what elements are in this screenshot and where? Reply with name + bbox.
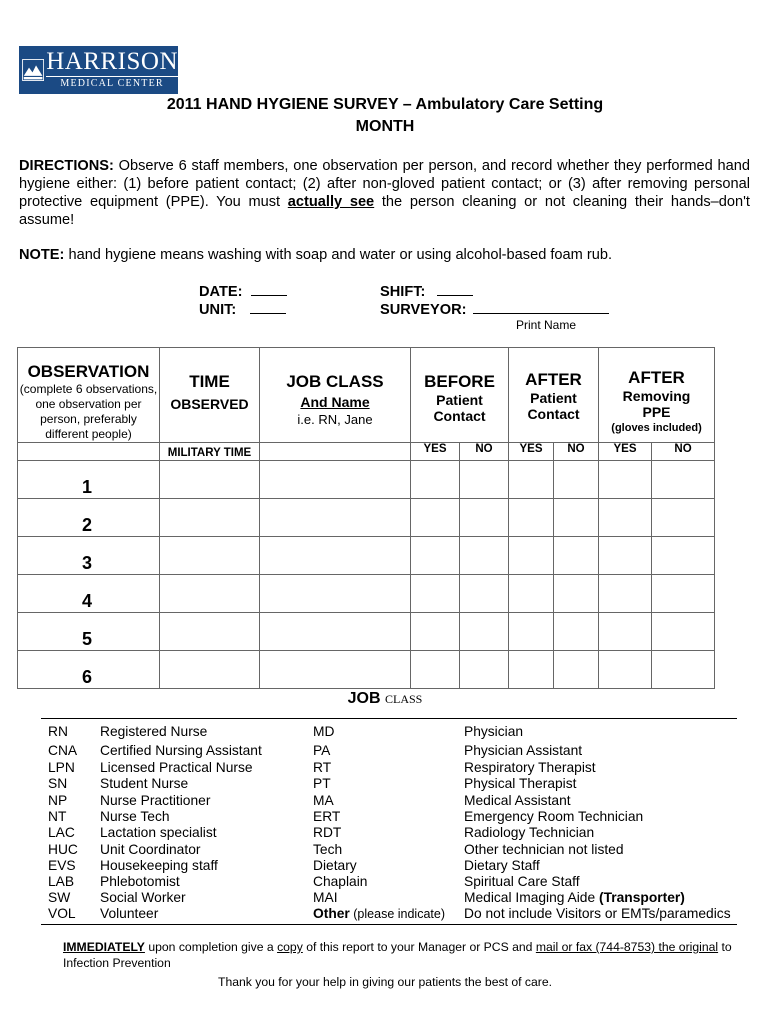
after-ppe-yes-cell[interactable] — [599, 613, 652, 651]
after-ppe-line2: Removing — [622, 388, 691, 404]
time-title: TIME — [189, 372, 230, 391]
job-code: Chaplain — [313, 874, 368, 889]
after-patient-yes-cell[interactable] — [509, 499, 554, 537]
job-name: Nurse Practitioner — [100, 793, 211, 808]
observation-table — [17, 347, 715, 689]
list-item — [100, 874, 180, 890]
job-code: Other — [313, 906, 350, 921]
list-item — [313, 809, 340, 825]
job-code: NP — [48, 793, 68, 808]
before-yes-cell[interactable] — [411, 613, 460, 651]
job-subheader-blank — [260, 443, 411, 461]
list-item — [464, 793, 571, 809]
before-no-cell[interactable] — [460, 461, 509, 499]
job-name: Housekeeping staff — [100, 858, 218, 873]
table-row — [18, 651, 715, 689]
job-code: LAB — [48, 874, 75, 889]
footer-thanks: Thank you for your help in giving our patients the best of care. — [218, 975, 552, 989]
job-code-extra: (please indicate) — [349, 907, 445, 921]
table-row — [18, 613, 715, 651]
list-item — [313, 842, 342, 858]
list-item — [464, 842, 624, 858]
job-name: Registered Nurse — [100, 724, 208, 739]
after-patient-yes-cell[interactable] — [509, 461, 554, 499]
list-item — [313, 858, 357, 874]
after-ppe-yes-label: YES — [599, 443, 652, 461]
job-code: SW — [48, 890, 71, 905]
after-ppe-line3: PPE — [642, 404, 671, 420]
after-ppe-no-cell[interactable] — [652, 461, 715, 499]
page-subtitle-month: MONTH — [355, 118, 415, 135]
unit-blank[interactable] — [250, 301, 286, 314]
after-ppe-no-cell[interactable] — [652, 537, 715, 575]
job-class-note: i.e. RN, Jane — [297, 412, 373, 427]
job-name: Medical Assistant — [464, 793, 571, 808]
row-number: 2 — [18, 499, 160, 537]
mountain-logo-icon — [22, 50, 44, 90]
military-time-label: MILITARY TIME — [160, 443, 260, 461]
list-item — [313, 743, 330, 759]
job-code: RDT — [313, 825, 342, 840]
time-cell[interactable] — [160, 651, 260, 689]
list-item — [48, 743, 77, 759]
job-class-bottom-divider — [41, 924, 737, 925]
list-item — [100, 760, 253, 776]
before-line2: Patient — [436, 392, 483, 408]
observation-title: OBSERVATION — [27, 362, 150, 381]
after-ppe-no-label: NO — [652, 443, 715, 461]
page-title: 2011 HAND HYGIENE SURVEY – Ambulatory Care Setting — [166, 96, 604, 113]
job-class-sub: And Name — [300, 394, 370, 410]
logo-subtitle: MEDICAL CENTER — [46, 76, 178, 89]
footer-copy: copy — [277, 940, 303, 954]
job-code: HUC — [48, 842, 78, 857]
list-item — [464, 760, 596, 776]
surveyor-blank[interactable] — [473, 301, 609, 314]
job-code: Dietary — [313, 858, 357, 873]
list-item — [100, 743, 262, 759]
after-ppe-no-cell[interactable] — [652, 499, 715, 537]
job-code: ERT — [313, 809, 341, 824]
job-name-extra: (Transporter) — [595, 890, 685, 905]
time-header — [160, 348, 260, 443]
before-no-cell[interactable] — [460, 575, 509, 613]
note-label: NOTE: — [19, 247, 65, 263]
list-item — [464, 890, 685, 906]
job-name: Respiratory Therapist — [464, 760, 596, 775]
table-row — [18, 537, 715, 575]
logo-name: HARRISON — [46, 48, 178, 75]
after-patient-no-cell[interactable] — [554, 651, 599, 689]
job-name: Physical Therapist — [464, 776, 577, 791]
row-number: 6 — [18, 651, 160, 689]
list-item — [313, 724, 334, 740]
footer-mail: mail or fax (744-8753) the original — [535, 940, 719, 954]
list-item — [48, 858, 76, 874]
list-item — [464, 825, 594, 841]
job-name: Emergency Room Technician — [464, 809, 644, 824]
job-name: Medical Imaging Aide — [464, 890, 596, 905]
job-name: Nurse Tech — [100, 809, 170, 824]
shift-field[interactable] — [380, 283, 473, 300]
after-ppe-yes-cell[interactable] — [599, 461, 652, 499]
job-code: MD — [313, 724, 335, 739]
job-name: Physician — [464, 724, 524, 739]
job-name: Volunteer — [100, 906, 159, 921]
after-patient-no-cell[interactable] — [554, 461, 599, 499]
after-patient-no-cell[interactable] — [554, 499, 599, 537]
after-patient-yes-cell[interactable] — [509, 575, 554, 613]
before-yes-cell[interactable] — [411, 575, 460, 613]
after-patient-header — [509, 348, 599, 443]
unit-field[interactable] — [199, 301, 286, 318]
after-ppe-no-cell[interactable] — [652, 575, 715, 613]
job-name: Physician Assistant — [464, 743, 583, 758]
list-item — [100, 776, 188, 792]
table-row — [18, 461, 715, 499]
after-ppe-no-cell[interactable] — [652, 613, 715, 651]
before-yes-cell[interactable] — [411, 499, 460, 537]
job-name: Spiritual Care Staff — [464, 874, 580, 889]
after-patient-no-cell[interactable] — [554, 537, 599, 575]
print-name-caption: Print Name — [516, 318, 577, 332]
job-name: Radiology Technician — [464, 825, 595, 840]
job-name: Dietary Staff — [464, 858, 540, 873]
row-number: 4 — [18, 575, 160, 613]
after-patient-line3: Contact — [527, 406, 580, 422]
list-item — [100, 858, 218, 874]
job-class-header — [260, 348, 411, 443]
job-code: NT — [48, 809, 67, 824]
note-paragraph — [19, 247, 750, 263]
table-row — [18, 499, 715, 537]
after-ppe-yes-cell[interactable] — [599, 651, 652, 689]
after-ppe-yes-cell[interactable] — [599, 537, 652, 575]
list-item — [464, 724, 523, 740]
list-item — [100, 890, 186, 906]
time-cell[interactable] — [160, 613, 260, 651]
harrison-logo — [19, 46, 178, 94]
shift-label: SHIFT: — [380, 284, 426, 300]
job-code: LAC — [48, 825, 75, 840]
list-item — [100, 842, 200, 858]
time-cell[interactable] — [160, 575, 260, 613]
after-patient-yes-cell[interactable] — [509, 651, 554, 689]
job-class-heading-b: CLASS — [385, 692, 423, 706]
job-name: Licensed Practical Nurse — [100, 760, 253, 775]
job-code: LPN — [48, 760, 75, 775]
job-cell[interactable] — [260, 461, 411, 499]
directions-text-2: the person cleaning or not cleaning their hands–don't assume! — [19, 194, 750, 228]
after-patient-no-cell[interactable] — [554, 613, 599, 651]
after-patient-yes-label: YES — [509, 443, 554, 461]
job-code: EVS — [48, 858, 76, 873]
before-yes-cell[interactable] — [411, 651, 460, 689]
before-no-cell[interactable] — [460, 651, 509, 689]
observation-note: (complete 6 observations, one observation per person, preferably different people) — [19, 382, 158, 441]
job-class-heading — [0, 690, 770, 708]
directions-text-1: Observe 6 staff members, one observation per person, and record whether they performed hand hygiene either: (1) before patient contact; (2) after non-gloved patient contact; or (3) after removing personal protective equipment (PPE). You must — [19, 158, 750, 210]
list-item — [48, 776, 67, 792]
after-ppe-title: AFTER — [628, 368, 685, 387]
before-no-label: NO — [460, 443, 509, 461]
after-patient-no-label: NO — [554, 443, 599, 461]
job-code: MA — [313, 793, 334, 808]
job-class-title: JOB CLASS — [286, 372, 384, 391]
job-code: RT — [313, 760, 332, 775]
list-item — [464, 809, 643, 825]
time-sub: OBSERVED — [170, 396, 249, 412]
list-item — [464, 743, 582, 759]
list-item — [100, 825, 217, 841]
job-name: Unit Coordinator — [100, 842, 201, 857]
directions-emphasis: actually see — [287, 194, 375, 210]
job-code: SN — [48, 776, 68, 791]
after-ppe-yes-cell[interactable] — [599, 575, 652, 613]
job-code: PA — [313, 743, 331, 758]
row-number: 1 — [18, 461, 160, 499]
after-ppe-header — [599, 348, 715, 443]
list-item — [464, 906, 731, 922]
before-header — [411, 348, 509, 443]
list-item — [313, 906, 445, 922]
after-patient-line2: Patient — [530, 390, 577, 406]
footer-text-1: upon completion give a — [144, 940, 278, 954]
before-yes-cell[interactable] — [411, 537, 460, 575]
note-text: hand hygiene means washing with soap and water or using alcohol-based foam rub. — [64, 247, 613, 263]
list-item — [48, 825, 75, 841]
job-cell[interactable] — [260, 575, 411, 613]
date-blank[interactable] — [251, 283, 287, 296]
job-name: Other technician not listed — [464, 842, 624, 857]
before-no-cell[interactable] — [460, 537, 509, 575]
job-name: Do not include Visitors or EMTs/paramedics — [464, 906, 731, 921]
table-row — [18, 575, 715, 613]
list-item — [313, 760, 331, 776]
surveyor-field[interactable] — [380, 301, 609, 318]
unit-label: UNIT: — [199, 302, 237, 318]
observation-subheader-blank — [18, 443, 160, 461]
before-title: BEFORE — [424, 372, 495, 391]
before-no-cell[interactable] — [460, 499, 509, 537]
job-code: MAI — [313, 890, 338, 905]
job-code: PT — [313, 776, 331, 791]
list-item — [48, 874, 74, 890]
job-name: Social Worker — [100, 890, 186, 905]
list-item — [48, 842, 78, 858]
time-cell[interactable] — [160, 537, 260, 575]
list-item — [100, 793, 210, 809]
footer-text-3: to Infection Prevention — [63, 940, 732, 970]
list-item — [313, 776, 331, 792]
job-code: RN — [48, 724, 68, 739]
job-code: CNA — [48, 743, 78, 758]
list-item — [48, 724, 68, 740]
date-label: DATE: — [199, 284, 243, 300]
date-field[interactable] — [199, 283, 287, 300]
job-name: Student Nurse — [100, 776, 189, 791]
list-item — [100, 809, 170, 825]
after-ppe-yes-cell[interactable] — [599, 499, 652, 537]
job-name: Phlebotomist — [100, 874, 180, 889]
list-item — [48, 760, 75, 776]
directions-paragraph — [19, 157, 750, 229]
row-number: 5 — [18, 613, 160, 651]
directions-label: DIRECTIONS: — [19, 158, 114, 174]
list-item — [48, 890, 70, 906]
list-item — [313, 825, 341, 841]
row-number: 3 — [18, 537, 160, 575]
list-item — [464, 776, 576, 792]
after-patient-yes-cell[interactable] — [509, 537, 554, 575]
job-name: Lactation specialist — [100, 825, 217, 840]
job-cell[interactable] — [260, 613, 411, 651]
footer-text-2: of this report to your Manager or PCS and — [302, 940, 536, 954]
job-cell[interactable] — [260, 537, 411, 575]
shift-blank[interactable] — [437, 283, 473, 296]
surveyor-label: SURVEYOR: — [380, 302, 467, 318]
after-ppe-line4: (gloves included) — [611, 422, 702, 434]
job-class-divider — [41, 718, 737, 719]
list-item — [100, 906, 158, 922]
after-patient-yes-cell[interactable] — [509, 613, 554, 651]
time-cell[interactable] — [160, 461, 260, 499]
after-ppe-no-cell[interactable] — [652, 651, 715, 689]
footer-instructions — [63, 939, 753, 971]
observation-header — [18, 348, 160, 443]
list-item — [48, 793, 67, 809]
list-item — [464, 858, 540, 874]
before-no-cell[interactable] — [460, 613, 509, 651]
job-code: VOL — [48, 906, 76, 921]
job-cell[interactable] — [260, 499, 411, 537]
time-cell[interactable] — [160, 499, 260, 537]
after-patient-title: AFTER — [525, 370, 582, 389]
list-item — [313, 874, 367, 890]
list-item — [100, 724, 207, 740]
after-patient-no-cell[interactable] — [554, 575, 599, 613]
before-yes-label: YES — [411, 443, 460, 461]
job-cell[interactable] — [260, 651, 411, 689]
job-code: Tech — [313, 842, 343, 857]
before-yes-cell[interactable] — [411, 461, 460, 499]
list-item — [48, 906, 76, 922]
before-line3: Contact — [433, 408, 486, 424]
footer-immediately: IMMEDIATELY — [63, 940, 145, 954]
job-class-heading-a: JOB — [347, 690, 381, 707]
job-name: Certified Nursing Assistant — [100, 743, 262, 758]
list-item — [48, 809, 66, 825]
list-item — [464, 874, 580, 890]
list-item — [313, 793, 334, 809]
list-item — [313, 890, 338, 906]
